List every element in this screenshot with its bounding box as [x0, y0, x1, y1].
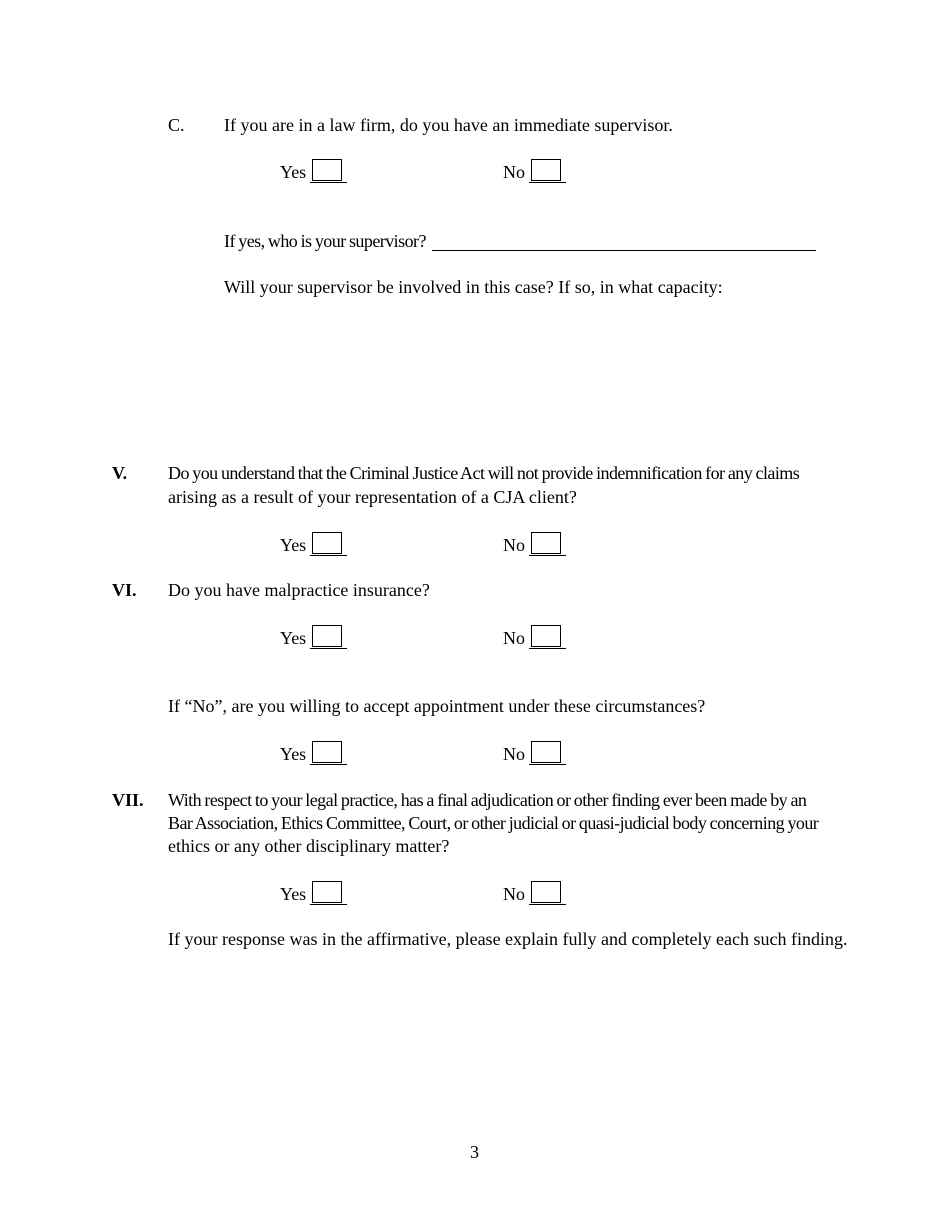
- section-vii-question-line3: ethics or any other disciplinary matter?: [168, 836, 450, 856]
- section-v-question-line1: Do you understand that the Criminal Justice Act will not provide indemnification for any claims: [168, 463, 800, 483]
- section-vi-no-option[interactable]: [503, 625, 561, 650]
- no-label: No: [503, 162, 525, 182]
- section-vii-yes-checkbox[interactable]: [312, 881, 342, 903]
- yes-label: Yes: [280, 744, 307, 764]
- yes-label: Yes: [280, 628, 307, 648]
- section-vi-followup-yes-option[interactable]: [280, 741, 342, 766]
- section-v-no-option[interactable]: [503, 532, 561, 557]
- section-vi-followup-question: If “No”, are you willing to accept appointment under these circumstances?: [168, 696, 706, 716]
- no-label: No: [503, 884, 525, 904]
- section-vi-number: VI.: [112, 580, 137, 600]
- section-vii-question-line1: With respect to your legal practice, has a final adjudication or other finding ever been made by an: [168, 790, 807, 810]
- no-label: No: [503, 535, 525, 555]
- section-v-question-line2: arising as a result of your representation of a CJA client?: [168, 487, 577, 507]
- section-vi-followup-no-checkbox[interactable]: [531, 741, 561, 763]
- section-vi-yes-checkbox[interactable]: [312, 625, 342, 647]
- section-v-number: V.: [112, 463, 128, 483]
- section-c-yes-option[interactable]: [280, 159, 342, 184]
- section-vi-followup-no-option[interactable]: [503, 741, 561, 766]
- section-c-no-option[interactable]: [503, 159, 561, 184]
- supervisor-prompt: If yes, who is your supervisor?: [224, 231, 426, 251]
- no-label: No: [503, 744, 525, 764]
- no-label: No: [503, 628, 525, 648]
- section-v-yes-option[interactable]: [280, 532, 342, 557]
- section-v-no-checkbox[interactable]: [531, 532, 561, 554]
- section-vii-no-checkbox[interactable]: [531, 881, 561, 903]
- yes-label: Yes: [280, 535, 307, 555]
- section-vii-explain-instruction: If your response was in the affirmative, please explain fully and completely each such finding.: [168, 929, 848, 949]
- section-c-yes-checkbox[interactable]: [312, 159, 342, 181]
- section-v-yes-checkbox[interactable]: [312, 532, 342, 554]
- supervisor-name-blank[interactable]: [432, 232, 816, 251]
- supervisor-prompt-row: [224, 230, 816, 253]
- section-c-label: C.: [168, 115, 185, 135]
- page-number: 3: [470, 1142, 479, 1162]
- section-c-no-checkbox[interactable]: [531, 159, 561, 181]
- section-vii-no-option[interactable]: [503, 881, 561, 906]
- yes-label: Yes: [280, 162, 307, 182]
- section-c-question: If you are in a law firm, do you have an immediate supervisor.: [224, 115, 673, 135]
- section-vii-yes-option[interactable]: [280, 881, 342, 906]
- section-vii-number: VII.: [112, 790, 144, 810]
- section-vi-question: Do you have malpractice insurance?: [168, 580, 430, 600]
- yes-label: Yes: [280, 884, 307, 904]
- section-vii-question-line2: Bar Association, Ethics Committee, Court, or other judicial or quasi-judicial body concerning your: [168, 813, 819, 833]
- section-vi-followup-yes-checkbox[interactable]: [312, 741, 342, 763]
- section-vi-yes-option[interactable]: [280, 625, 342, 650]
- supervisor-involvement-question: Will your supervisor be involved in this case? If so, in what capacity:: [224, 277, 723, 297]
- section-vi-no-checkbox[interactable]: [531, 625, 561, 647]
